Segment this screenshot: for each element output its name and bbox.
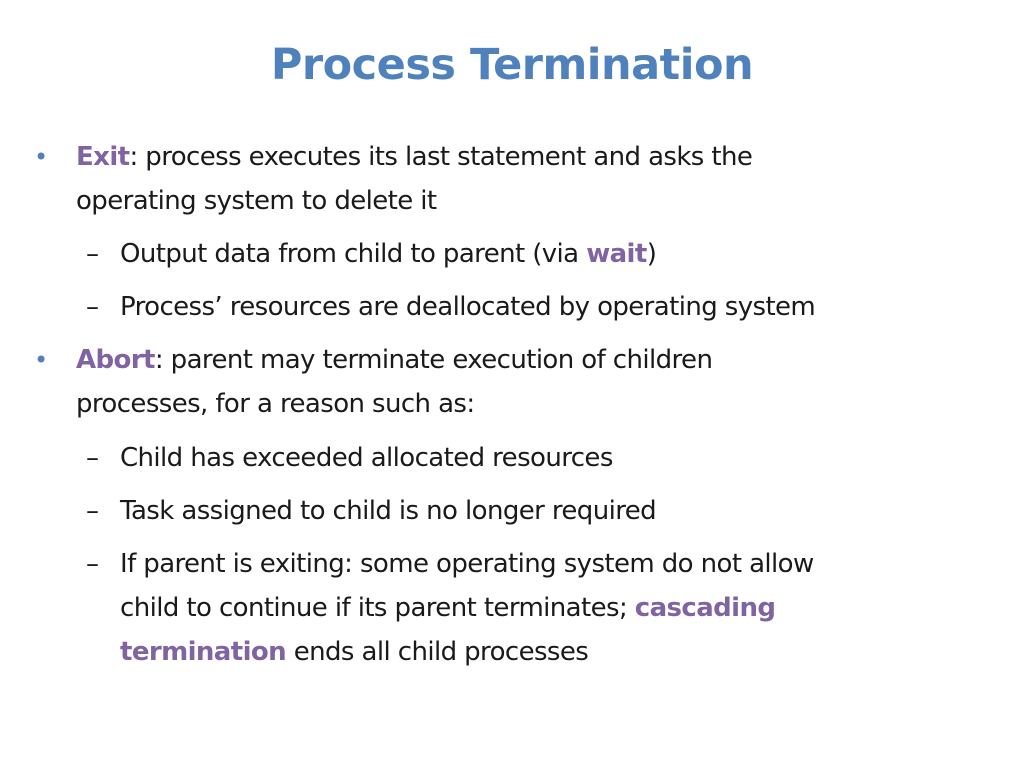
- dash-icon: –: [86, 549, 99, 579]
- sub-item-exiting-text: child to continue if its parent terminates;: [120, 593, 635, 623]
- keyword-exit: Exit: [76, 142, 130, 172]
- dash-icon: –: [86, 239, 99, 269]
- sub-item-exiting-line1: If parent is exiting: some operating system do not allow: [120, 549, 814, 579]
- keyword-abort: Abort: [76, 345, 155, 375]
- dash-icon: –: [86, 443, 99, 473]
- bullet-abort-line2: processes, for a reason such as:: [76, 389, 475, 419]
- dash-icon: –: [86, 292, 99, 322]
- sub-item-exiting-tail: ends all child processes: [286, 637, 589, 667]
- bullet-abort-line1: [76, 338, 976, 382]
- keyword-termination: termination: [120, 637, 287, 667]
- slide-title: Process Termination: [270, 40, 754, 90]
- bullet-dot-icon: •: [34, 346, 49, 374]
- bullet-exit-text: : process executes its last statement and asks the: [129, 142, 753, 172]
- keyword-cascading: cascading: [634, 593, 776, 623]
- sub-item-exceeded: Child has exceeded allocated resources: [120, 443, 613, 473]
- keyword-wait: wait: [586, 239, 647, 269]
- bullet-dot-icon: •: [34, 143, 49, 171]
- sub-item-output: [120, 232, 1000, 276]
- bullet-exit-line1: [76, 135, 976, 179]
- sub-item-output-text: Output data from child to parent (via: [120, 239, 587, 269]
- dash-icon: –: [86, 496, 99, 526]
- sub-item-not-required: Task assigned to child is no longer required: [120, 496, 657, 526]
- sub-item-exiting-line3: [120, 630, 1000, 674]
- bullet-abort-text: : parent may terminate execution of children: [154, 345, 713, 375]
- sub-item-output-close: ): [646, 239, 657, 269]
- sub-item-exiting-line2: [120, 586, 1000, 630]
- bullet-exit-line2: operating system to delete it: [76, 186, 437, 216]
- sub-item-resources: Process’ resources are deallocated by operating system: [120, 292, 816, 322]
